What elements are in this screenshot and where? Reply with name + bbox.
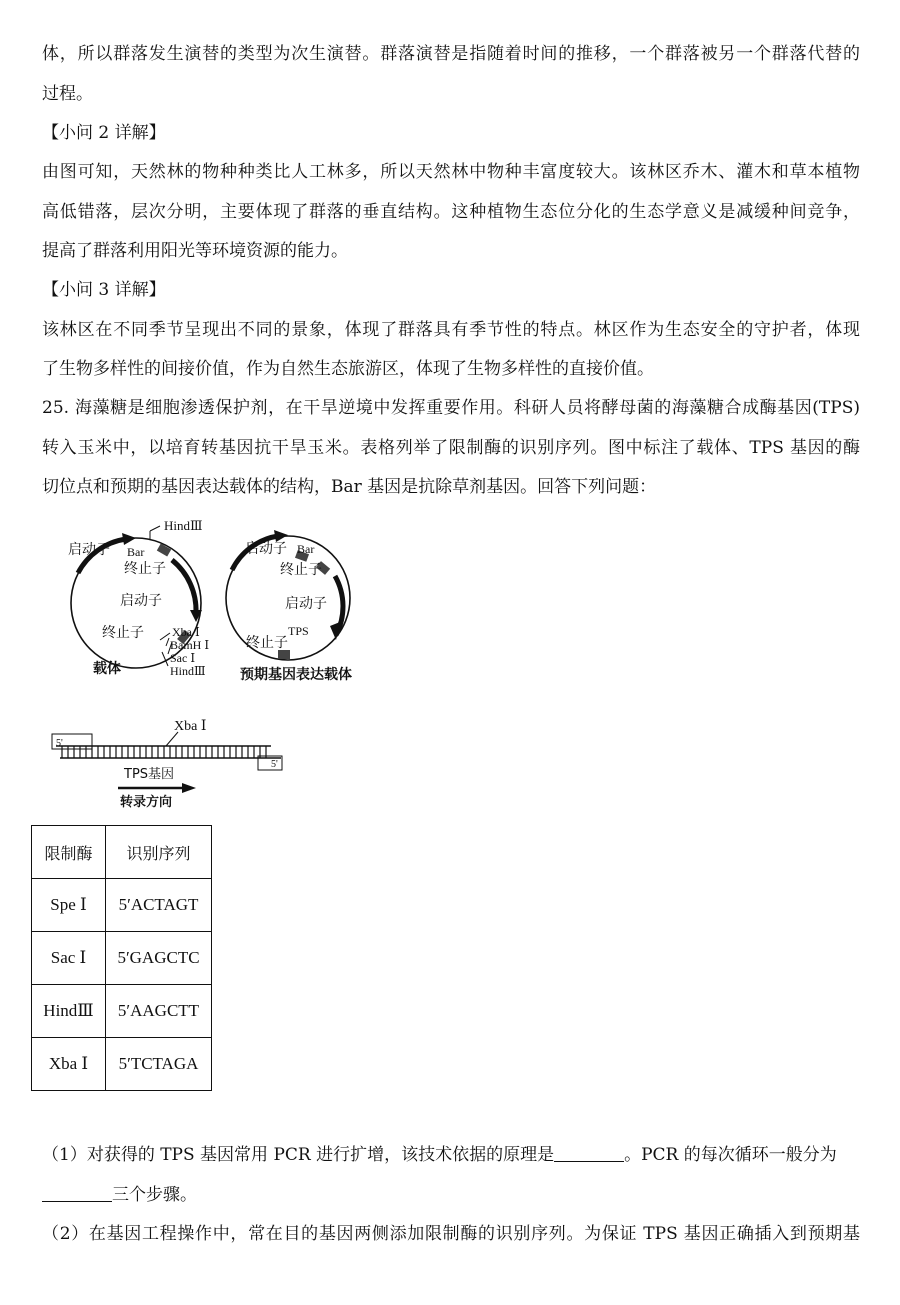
expression-vector-plasmid xyxy=(226,530,352,683)
table-row xyxy=(32,879,212,932)
transcription-direction-label: 转录方向 xyxy=(120,795,173,810)
question-text: （1）对获得的 TPS 基因常用 PCR 进行扩增，该技术依据的原理是 xyxy=(42,1145,555,1165)
paragraph-line: 该林区在不同季节呈现出不同的景象，体现了群落具有季节性的特点。林区作为生态安全的守护者，体现 xyxy=(42,320,860,340)
tps-gene-label: TPS基因 xyxy=(124,767,175,782)
table-header: 限制酶 xyxy=(32,826,106,879)
recognition-sequence: 5′TCTAGA xyxy=(106,1038,212,1091)
answer-blank[interactable] xyxy=(42,1184,112,1202)
promoter-label: 启动子 xyxy=(120,593,162,609)
paragraph-line: 过程。 xyxy=(42,84,93,104)
five-prime-label: 5' xyxy=(271,759,278,770)
paragraph-line: 了生物多样性的间接价值，作为自然生态旅游区，体现了生物多样性的直接价值。 xyxy=(42,359,654,379)
terminator-label: 终止子 xyxy=(102,625,144,641)
recognition-sequence: 5′GAGCTC xyxy=(106,932,212,985)
xbai-site-label: Xba Ⅰ xyxy=(174,719,207,734)
paragraph-line: 提高了群落利用阳光等环境资源的能力。 xyxy=(42,241,348,261)
question-text: 切位点和预期的基因表达载体的结构，Bar 基因是抗除草剂基因。回答下列问题： xyxy=(42,477,657,497)
table-row xyxy=(32,985,212,1038)
five-prime-label: 5' xyxy=(56,738,63,749)
enzyme-name: Xba Ⅰ xyxy=(32,1038,106,1091)
table-header: 识别序列 xyxy=(106,826,212,879)
terminator-label: 终止子 xyxy=(246,635,288,651)
question-line xyxy=(42,1183,860,1207)
paragraph-line: 高低错落，层次分明，主要体现了群落的垂直结构。这种植物生态位分化的生态学意义是减缓种间竞争， xyxy=(42,202,860,222)
promoter-label: 启动子 xyxy=(68,542,110,558)
question-text: 三个步骤。 xyxy=(112,1185,197,1205)
vector-plasmid xyxy=(68,518,209,678)
plasmid-figure xyxy=(38,518,378,693)
expression-vector-caption: 预期基因表达载体 xyxy=(240,667,352,683)
bar-label: Bar xyxy=(297,542,315,556)
terminator-label: 终止子 xyxy=(280,562,322,578)
terminator-box xyxy=(157,544,171,557)
vector-caption: 载体 xyxy=(93,661,121,677)
recognition-sequence: 5′ACTAGT xyxy=(106,879,212,932)
terminator-box xyxy=(278,650,290,659)
hindiii-site-label: HindⅢ xyxy=(164,518,203,533)
answer-blank[interactable] xyxy=(554,1144,624,1162)
question-text: （2）在基因工程操作中，常在目的基因两侧添加限制酶的识别序列。为保证 TPS 基因正确插入到预期基 xyxy=(42,1224,860,1244)
recognition-sequence: 5′AAGCTT xyxy=(106,985,212,1038)
bar-label: Bar xyxy=(127,545,145,559)
saci-site-label: Sac Ⅰ xyxy=(170,651,196,665)
enzyme-table xyxy=(31,825,212,1091)
tps-gene-figure xyxy=(46,712,296,812)
table-header-row xyxy=(32,826,212,879)
tps-label: TPS xyxy=(288,624,309,638)
paragraph-line: 体，所以群落发生演替的类型为次生演替。群落演替是指随着时间的推移，一个群落被另一个群落代替的 xyxy=(42,44,860,64)
bamhi-site-label: BamH Ⅰ xyxy=(170,638,210,652)
section-heading: 【小问 2 详解】 xyxy=(42,123,166,143)
hindiii-site-label: HindⅢ xyxy=(170,664,206,678)
promoter-label: 启动子 xyxy=(285,596,327,612)
table-row xyxy=(32,932,212,985)
enzyme-name: Sac Ⅰ xyxy=(32,932,106,985)
question-line xyxy=(42,1143,860,1167)
promoter-label: 启动子 xyxy=(245,541,287,557)
dna-double-strand xyxy=(56,746,281,758)
xbai-site-label: Xba Ⅰ xyxy=(172,625,200,639)
question-text: 25. 海藻糖是细胞渗透保护剂，在干旱逆境中发挥重要作用。科研人员将酵母菌的海藻糖合成酶基因(TPS) xyxy=(42,398,860,418)
question-text: 。PCR 的每次循环一般分为 xyxy=(624,1145,837,1165)
table-row xyxy=(32,1038,212,1091)
terminator-label: 终止子 xyxy=(124,561,166,577)
question-text: 转入玉米中，以培育转基因抗干旱玉米。表格列举了限制酶的识别序列。图中标注了载体、TPS 基因的酶 xyxy=(42,438,860,458)
paragraph-line: 由图可知，天然林的物种种类比人工林多，所以天然林中物种丰富度较大。该林区乔木、灌木和草本植物 xyxy=(42,162,860,182)
enzyme-name: HindⅢ xyxy=(32,985,106,1038)
enzyme-name: Spe Ⅰ xyxy=(32,879,106,932)
section-heading: 【小问 3 详解】 xyxy=(42,280,166,300)
